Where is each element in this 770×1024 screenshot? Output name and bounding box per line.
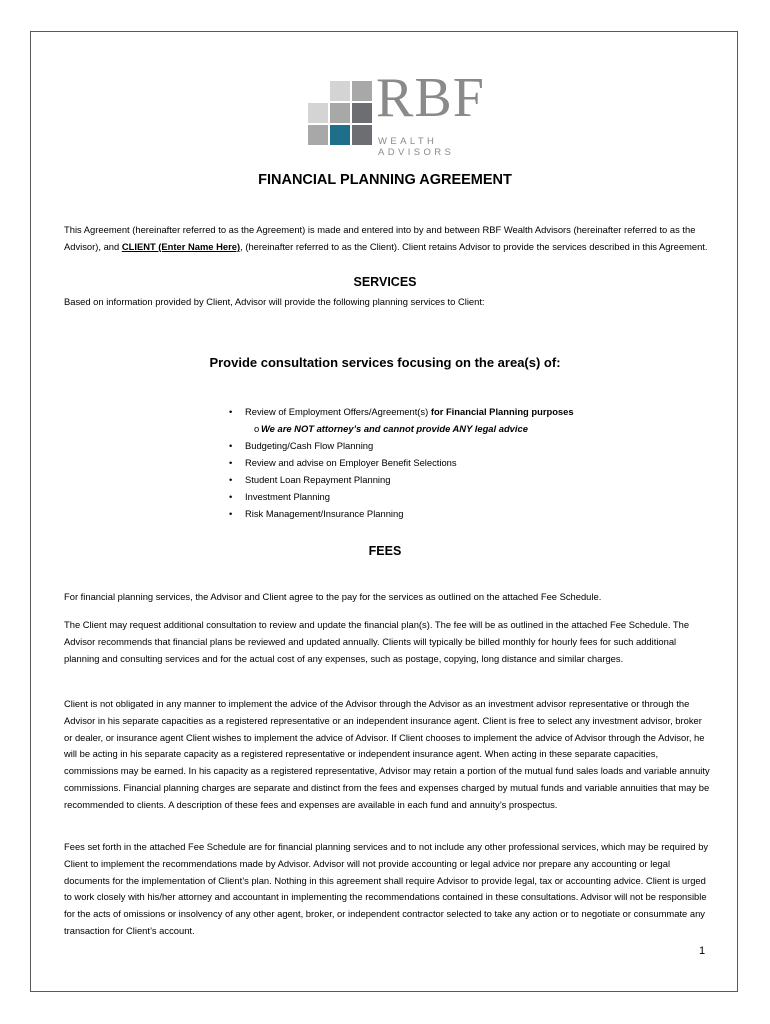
logo-grid-icon — [308, 81, 372, 145]
list-item: • Review and advise on Employer Benefit Selections — [229, 457, 457, 468]
rbf-logo — [308, 67, 508, 158]
logo-tagline: WEALTH ADVISORS — [378, 136, 455, 158]
document-title: FINANCIAL PLANNING AGREEMENT — [258, 172, 512, 188]
list-item: • Risk Management/Insurance Planning — [229, 508, 404, 519]
client-name-field[interactable]: CLIENT (Enter Name Here) — [121, 240, 241, 252]
list-item: • Review of Employment Offers/Agreement(s) for Financial Planning purposes — [229, 406, 574, 417]
services-text: Based on information provided by Client, Advisor will provide the following planning services to Client: — [64, 296, 485, 307]
list-item: • Investment Planning — [229, 491, 330, 502]
list-item: • Student Loan Repayment Planning — [229, 474, 391, 485]
services-list — [229, 403, 574, 522]
intro-paragraph — [64, 222, 710, 256]
list-item: • Budgeting/Cash Flow Planning — [229, 440, 374, 451]
logo-wordmark: RBF — [376, 67, 485, 129]
fees-paragraph-3: Client is not obligated in any manner to implement the advice of the Advisor through the Advisor as an investment advisor representative or through the Advisor in his separate capacities as a registered representative or an independent insurance agent. Client is free to select any investment advisor, broker or dealer, or insurance agent Client wishes to implement the advice of Advisor. If Client chooses to implement the advice of Advisor through the Advisor, he will be acting in his separate capacity as a registered representative or independent insurance agent. When acting in these separate capacities, commissions may be earned. In his capacity as a registered representative, Advisor may retain a portion of the mutual fund sales loads and variable annuity commissions. Financial planning charges are separate and distinct from the fees and expenses charged by mutual funds and variable annuities that may be recommended to clients. A description of these fees and expenses are available in each fund and annuity’s prospectus. — [64, 698, 710, 810]
intro-text-after: , (hereinafter referred to as the Client). Client retains Advisor to provide the services described in this Agreement. — [240, 240, 708, 252]
fees-paragraph-2: The Client may request additional consultation to review and update the financial plan(s). The fee will be as outlined in the attached Fee Schedule. The Advisor recommends that financial plans be reviewed and updated annually. Clients will typically be billed monthly for hourly fees for such additional planning and consulting services and for the actual cost of any expenses, such as postage, copying, long distance and similar charges. — [64, 619, 690, 664]
intro-text-before: This Agreement (hereinafter referred to as the Agreement) is made and entered into by and between RBF Wealth Advisors (hereinafter referred to as the Advisor), and — [64, 224, 696, 252]
services-heading: SERVICES — [353, 275, 417, 289]
fees-paragraph-1: For financial planning services, the Advisor and Client agree to the pay for the services as outlined on the attached Fee Schedule. — [64, 591, 602, 602]
fees-heading: FEES — [368, 544, 402, 558]
consultation-subheading: Provide consultation services focusing on the area(s) of: — [209, 355, 561, 370]
fees-paragraph-4: Fees set forth in the attached Fee Schedule are for financial planning services and to not include any other professional services, which may be required by Client to implement the recommendations made by Advisor. Advisor will not provide accounting or legal advice nor prepare any accounting or legal documents for the implementation of Client’s plan. Nothing in this agreement shall require Advisor to provide legal, tax or accounting advice. Client is urged to work closely with his/her attorney and accountant in implementing the recommendations contained in these consultations. Advisor will not be responsible for the acts of omissions or insolvency of any other agent, broker, or independent contractor selected to take any action or to negotiate or consummate any transaction for Client’s account. — [64, 841, 709, 936]
page-number: 1 — [699, 945, 706, 957]
list-subitem: o We are NOT attorney’s and cannot provide ANY legal advice — [254, 423, 528, 434]
